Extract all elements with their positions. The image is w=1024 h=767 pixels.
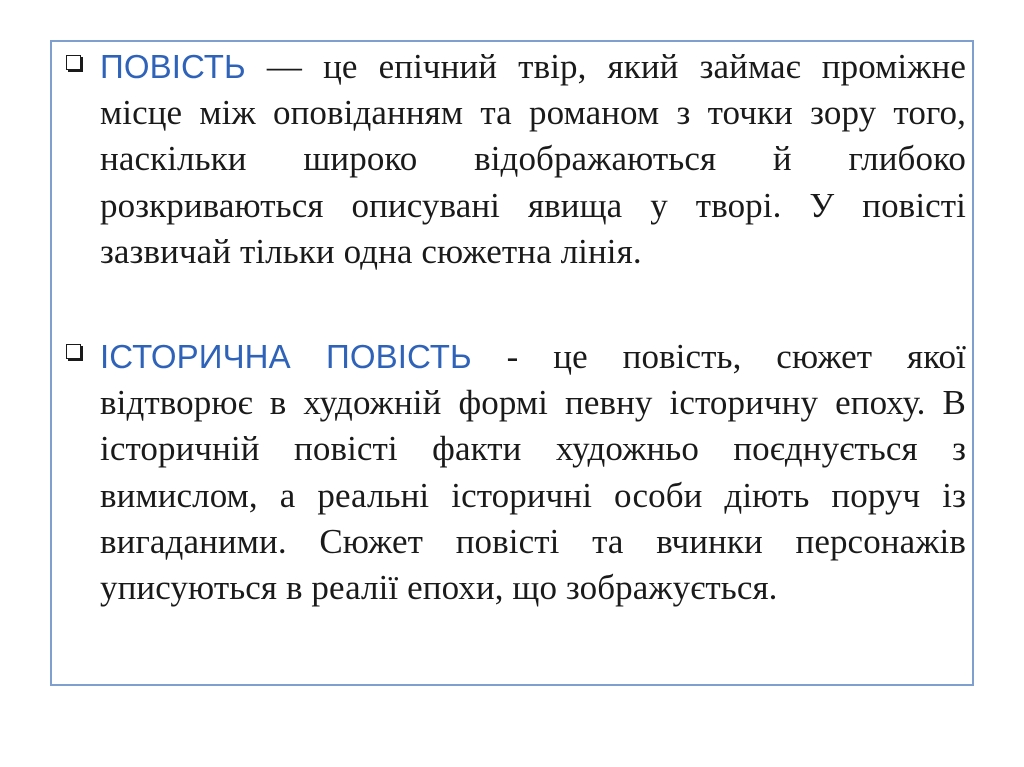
term-povist: ПОВІСТЬ	[100, 48, 246, 85]
checkbox-bullet-icon	[66, 344, 81, 359]
content-box	[50, 40, 974, 686]
bullet-item-istorychna-povist	[52, 332, 976, 632]
checkbox-bullet-icon	[66, 55, 81, 70]
definition-povist: — це епічний твір, який займає проміжне місце між оповіданням та романом з точки зору того, наскільки широко відображаються й глибоко розкриваються описувані явища у творі. У повісті зазвичай тільки одна сюжетна лінія.	[100, 47, 966, 271]
bullet-item-povist	[52, 42, 976, 342]
bullet-item-text	[100, 334, 966, 611]
definition-istorychna-povist: - це повість, сюжет якої відтворює в художній формі певну історичну епоху. В історичній повісті факти художньо поєднується з вимислом, а реальні історичні особи діють поруч із вигаданими. Сюжет повісті та вчинки персонажів уписуються в реалії епохи, що зображується.	[100, 337, 966, 608]
term-istorychna-povist: ІСТОРИЧНА ПОВІСТЬ	[100, 338, 472, 375]
bullet-item-text	[100, 44, 966, 275]
